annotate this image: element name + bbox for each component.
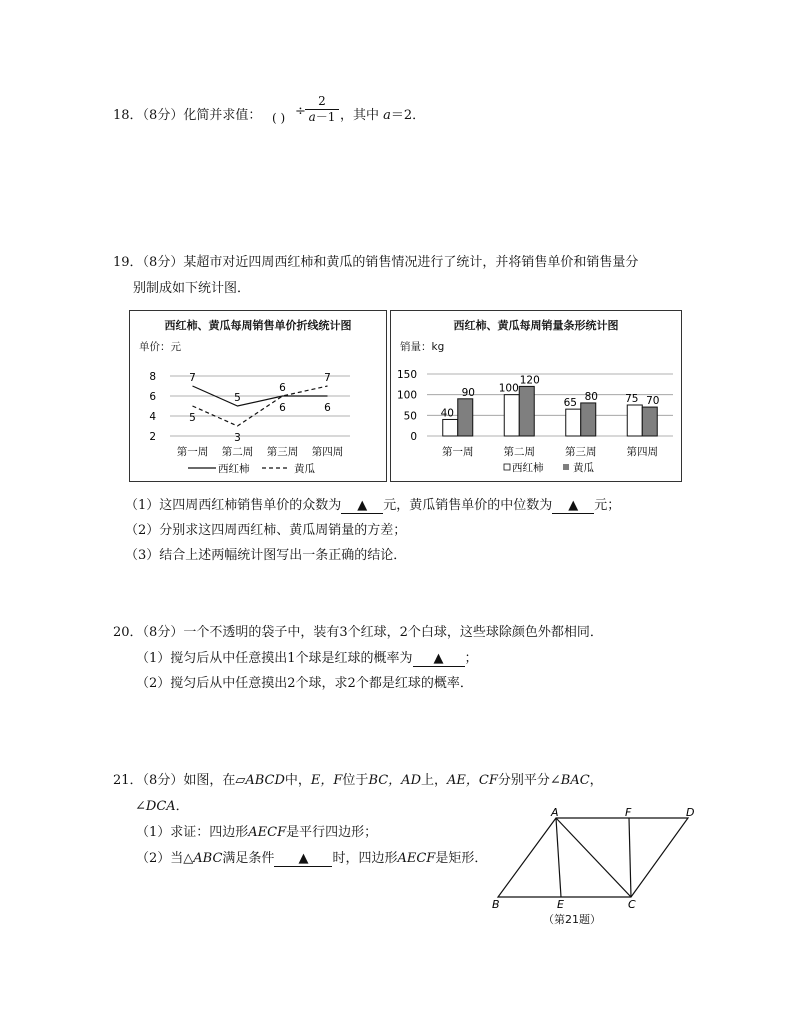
bar-chart-xtick: 第四周 xyxy=(626,446,658,458)
point-a-label: A xyxy=(551,808,559,819)
q21-sub2-var1: ABC xyxy=(193,851,223,866)
q18-var: a xyxy=(383,108,391,123)
bar-chart-ytick: 150 xyxy=(396,369,417,381)
bar-chart-xtick: 第二周 xyxy=(503,446,535,458)
bar-data-label: 75 xyxy=(625,393,639,405)
q19-blank-1[interactable]: ▲ xyxy=(341,498,383,514)
parallelogram-symbol: ▱ xyxy=(235,773,246,788)
q19-sub1-a: （1）这四周西红柿销售单价的众数为 xyxy=(125,498,342,513)
point-e-label: E xyxy=(557,898,564,911)
q21-l1-h: AE，CF xyxy=(447,773,498,788)
q20-blank[interactable]: ▲ xyxy=(413,651,465,667)
figure-caption: （第21题） xyxy=(543,913,601,926)
line-chart-data-label: 7 xyxy=(324,372,331,384)
q19-line2: 别制成如下统计图． xyxy=(133,281,251,296)
q21-l1-e: 位于 xyxy=(342,773,369,788)
q21-l1-j: BAC xyxy=(560,773,590,788)
q21-l1-b: ABCD xyxy=(245,773,285,788)
bar-chart-box xyxy=(390,310,682,482)
diagonal-ac xyxy=(556,818,631,897)
q18-div: ÷ xyxy=(295,104,306,119)
q18-den-rest: －1 xyxy=(315,110,336,124)
bar-data-label: 40 xyxy=(440,407,454,420)
q21-sub1-a: （1）求证：四边形 xyxy=(136,825,249,840)
line-chart-data-label: 5 xyxy=(234,392,241,404)
line-chart-xtick: 第四周 xyxy=(311,446,344,458)
q21-line2-end: ． xyxy=(175,799,189,814)
segment-cf xyxy=(629,818,631,897)
bar-chart-xtick: 第三周 xyxy=(565,446,597,458)
bar-data-label: 70 xyxy=(646,395,660,408)
bar-chart-ylabel: 销量：kg xyxy=(400,341,445,353)
line-chart-ytick: 4 xyxy=(149,411,156,423)
line-chart-data-label: 6 xyxy=(324,402,331,414)
bar-tomato xyxy=(504,395,519,436)
bar-legend-swatch-cucumber xyxy=(563,464,569,470)
bar-chart-svg xyxy=(391,311,681,481)
q21-line2 xyxy=(135,795,189,814)
q20-sub2: （2）搅匀后从中任意摸出2个球，求2个都是红球的概率． xyxy=(136,676,473,691)
bar-data-label: 80 xyxy=(584,390,598,403)
bar-tomato xyxy=(627,405,642,436)
q20-sub1 xyxy=(136,647,478,667)
q20-sub1-a: （1）搅匀后从中任意摸出1个球是红球的概率为 xyxy=(136,651,413,666)
q19-sub1-c: 元； xyxy=(594,498,621,513)
q21-sub1 xyxy=(136,821,377,840)
q21-sub2-c: 时，四边形 xyxy=(332,851,398,866)
q21-l1-f: BC，AD xyxy=(368,773,421,788)
segment-ae xyxy=(556,818,561,897)
q21-sub1-var: AECF xyxy=(248,825,287,840)
bar-cucumber xyxy=(581,403,596,436)
q21-l1-c: 中， xyxy=(284,773,311,788)
q21-l1-g: 上， xyxy=(421,773,448,788)
q18-numerator: 2 xyxy=(305,94,339,110)
line-chart-legend-label: 西红柿 xyxy=(218,463,250,475)
line-chart-svg xyxy=(130,311,386,481)
q18-fraction xyxy=(305,94,339,125)
line-chart-xtick: 第一周 xyxy=(176,446,209,458)
q21-sub1-b: 是平行四边形； xyxy=(286,825,378,840)
angle-symbol: ∠ xyxy=(135,799,146,814)
q18-prefix: 18．（8分）化简并求值： xyxy=(113,108,262,123)
q21-l1-i: 分别平分∠ xyxy=(497,773,561,788)
bar-legend-swatch-tomato xyxy=(504,464,510,470)
bar-tomato xyxy=(566,409,581,436)
line-chart-xtick: 第三周 xyxy=(266,446,299,458)
parallelogram-figure xyxy=(488,808,718,928)
line-chart-ytick: 6 xyxy=(149,391,156,403)
q21-sub2-b: 满足条件 xyxy=(222,851,275,866)
q18-suffix xyxy=(340,104,425,123)
q19-sub3: （3）结合上述两幅统计图写出一条正确的结论． xyxy=(125,548,407,563)
line-chart-ytick: 2 xyxy=(149,431,156,443)
q21-sub2-a: （2）当△ xyxy=(136,851,194,866)
q18-suffix-1: ，其中 xyxy=(340,108,384,123)
line-chart-ytick: 8 xyxy=(149,371,156,383)
bar-cucumber xyxy=(642,407,657,436)
q21-sub2 xyxy=(136,847,487,867)
q18-suffix-2: ＝2． xyxy=(390,108,426,123)
q21-line1 xyxy=(113,769,603,788)
bar-cucumber xyxy=(458,399,473,436)
line-chart-ylabel: 单价：元 xyxy=(139,341,181,353)
q21-sub2-var2: AECF xyxy=(397,851,436,866)
bar-data-label: 100 xyxy=(498,382,519,395)
q19-line1: 19．（8分）某超市对近四周西红柿和黄瓜的销售情况进行了统计，并将销售单价和销售量分 xyxy=(113,255,639,270)
line-chart-data-label: 6 xyxy=(279,402,286,414)
q21-sub2-d: 是矩形． xyxy=(435,851,488,866)
q21-l1-d: E，F xyxy=(310,773,343,788)
q19-sub1-b: 元，黄瓜销售单价的中位数为 xyxy=(383,498,553,513)
bar-data-label: 120 xyxy=(519,374,540,387)
q18-denominator xyxy=(305,110,339,125)
bar-chart-title: 西红柿、黄瓜每周销量条形统计图 xyxy=(453,319,619,332)
point-f-label: F xyxy=(625,808,632,819)
q18-den-var: a xyxy=(308,110,316,124)
q20-line1: 20．（8分）一个不透明的袋子中，装有3个红球，2个白球，这些球除颜色外都相同． xyxy=(113,625,603,640)
q19-sub2: （2）分别求这四周西红柿、黄瓜周销量的方差； xyxy=(125,523,407,538)
bar-chart-ytick: 50 xyxy=(403,410,417,423)
point-d-label: D xyxy=(686,808,695,819)
bar-legend-label: 西红柿 xyxy=(512,462,544,474)
line-chart-data-label: 3 xyxy=(234,432,241,444)
bar-chart-xtick: 第一周 xyxy=(442,446,474,458)
bar-cucumber xyxy=(519,386,534,436)
line-chart-xtick: 第二周 xyxy=(221,446,254,458)
line-chart-data-label: 5 xyxy=(189,412,196,424)
point-c-label: C xyxy=(628,898,636,911)
q18-paren: ( ) xyxy=(272,111,286,125)
q21-l1-k: ， xyxy=(589,773,603,788)
bar-data-label: 90 xyxy=(461,386,475,399)
line-chart-series-cucumber xyxy=(193,386,328,426)
bar-legend-label: 黄瓜 xyxy=(573,462,594,474)
line-chart-box xyxy=(129,310,387,482)
q19-blank-2[interactable]: ▲ xyxy=(552,498,594,514)
line-chart-title: 西红柿、黄瓜每周销售单价折线统计图 xyxy=(164,319,352,332)
q21-line2-var: DCA xyxy=(145,799,176,814)
q21-l1-a: 21．（8分）如图，在 xyxy=(113,773,236,788)
q20-sub1-b: ； xyxy=(464,651,478,666)
bar-data-label: 65 xyxy=(563,397,577,410)
line-chart-legend-label: 黄瓜 xyxy=(294,463,315,475)
line-chart-data-label: 6 xyxy=(279,382,286,394)
point-b-label: B xyxy=(492,898,500,911)
line-chart-data-label: 7 xyxy=(189,372,196,384)
bar-chart-ytick: 100 xyxy=(396,389,417,402)
q19-sub1 xyxy=(125,494,620,514)
q18-line xyxy=(113,104,261,123)
q21-blank[interactable]: ▲ xyxy=(274,851,332,867)
bar-tomato xyxy=(443,419,458,436)
bar-chart-ytick: 0 xyxy=(410,431,417,443)
